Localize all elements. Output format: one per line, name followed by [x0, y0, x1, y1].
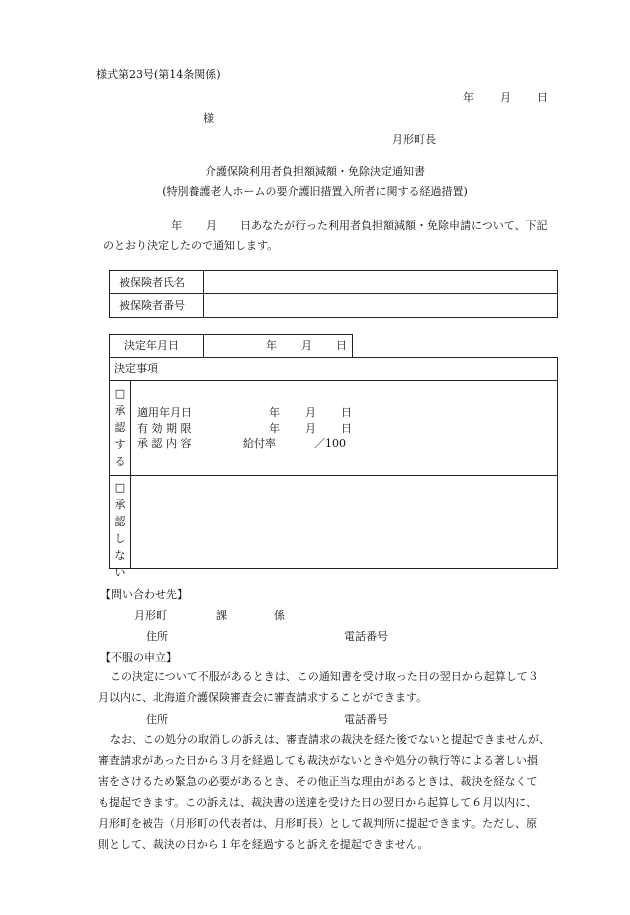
apply-date-label: 適用年月日	[137, 406, 192, 419]
matters-header-divider	[109, 380, 558, 381]
disapprove-char: 認	[114, 515, 126, 528]
intro-year: 年	[171, 219, 182, 232]
intro-month: 月	[206, 219, 217, 232]
validity-month: 月	[305, 422, 316, 435]
disapprove-char: し	[114, 532, 126, 545]
contact-address-label: 住所	[146, 630, 168, 643]
insured-table-divider	[109, 293, 558, 294]
approval-content-label: 承 認 内 容	[137, 437, 192, 450]
appeal-paragraph-2-line: 則として、裁決の日から１年を経過すると訴えを提起できません。	[98, 838, 429, 851]
contact-section: 課	[216, 609, 227, 622]
decision-matters-table	[109, 357, 558, 569]
approve-char: す	[114, 438, 126, 451]
insured-name-label: 被保険者氏名	[119, 276, 185, 289]
disapprove-char: い	[114, 566, 126, 579]
intro-line2: のとおり決定したので通知します。	[103, 239, 279, 252]
validity-year: 年	[269, 422, 280, 435]
decision-matters-label: 決定事項	[114, 362, 158, 375]
appeal-address-label: 住所	[146, 713, 168, 726]
disapprove-char: 承	[114, 498, 126, 511]
benefit-rate-suffix: ／100	[314, 437, 346, 450]
insured-table-column-divider	[203, 270, 204, 318]
checkbox-column-divider	[130, 380, 131, 569]
appeal-paragraph-2-line: なお、この処分の取消しの訴えは、審査請求の裁決を経た後でないと提起できませんが、	[110, 733, 550, 746]
document-title: 介護保険利用者負担額減額・免除決定通知書	[205, 165, 425, 178]
form-number: 様式第23号(第14条関係)	[96, 68, 221, 81]
appeal-paragraph-1-line: 月以内に、北海道介護保険審査会に審査請求することができます。	[98, 691, 428, 704]
decision-date-year: 年	[266, 339, 277, 352]
approve-checkbox[interactable]: □	[114, 387, 126, 400]
header-date-year: 年	[463, 91, 474, 104]
apply-date-day: 日	[341, 406, 352, 419]
validity-day: 日	[341, 422, 352, 435]
appeal-paragraph-2-line: も提起できます。この訴えは、裁決書の送達を受けた日の翌日から起算して６月以内に、	[98, 796, 538, 809]
approve-option[interactable]	[113, 385, 127, 470]
insured-number-value[interactable]	[209, 297, 554, 314]
disapprove-char: な	[114, 549, 126, 562]
intro-line1: 日あなたが行った利用者負担額減額・免除申請について、下記	[240, 219, 548, 232]
decision-date-day: 日	[336, 339, 347, 352]
validity-label: 有 効 期 限	[137, 422, 192, 435]
appeal-phone-label: 電話番号	[344, 713, 388, 726]
contact-subsection: 係	[274, 609, 285, 622]
decision-date-divider	[203, 334, 204, 358]
disapprove-checkbox[interactable]: □	[114, 481, 126, 494]
appeal-heading: 【不服の申立】	[100, 651, 177, 664]
insured-number-label: 被保険者番号	[119, 299, 185, 312]
contact-phone-label: 電話番号	[344, 630, 388, 643]
benefit-rate-label: 給付率	[243, 437, 276, 450]
decision-date-label: 決定年月日	[124, 339, 179, 352]
appeal-paragraph-2-line: 審査請求があった日から３月を経過しても裁決がないときや処分の執行等による著しい損	[98, 754, 538, 767]
header-date-month: 月	[500, 91, 511, 104]
addressee-suffix: 様	[203, 112, 214, 125]
approve-disapprove-divider	[109, 475, 558, 476]
approve-char: 認	[114, 421, 126, 434]
appeal-paragraph-1-line: この決定について不服があるときは、この通知書を受け取った日の翌日から起算して３	[110, 670, 539, 683]
approve-char: 承	[114, 404, 126, 417]
disapprove-option[interactable]	[113, 479, 127, 581]
issuer: 月形町長	[392, 133, 436, 146]
insured-name-value[interactable]	[209, 274, 554, 290]
apply-date-month: 月	[305, 406, 316, 419]
appeal-paragraph-2-line: 害をさけるため緊急の必要があるとき、その他正当な理由があるときは、裁決を経なくて	[98, 775, 538, 788]
contact-heading: 【問い合わせ先】	[100, 588, 188, 601]
contact-town: 月形町	[134, 609, 167, 622]
apply-date-year: 年	[269, 406, 280, 419]
header-date-day: 日	[537, 91, 548, 104]
decision-date-month: 月	[301, 339, 312, 352]
approve-char: る	[114, 455, 126, 468]
document-subtitle: (特別養護老人ホームの要介護旧措置入所者に関する経過措置)	[162, 185, 468, 198]
appeal-paragraph-2-line: 月形町を被告（月形町の代表者は、月形町長）として裁判所に提起できます。ただし、原	[98, 817, 538, 830]
